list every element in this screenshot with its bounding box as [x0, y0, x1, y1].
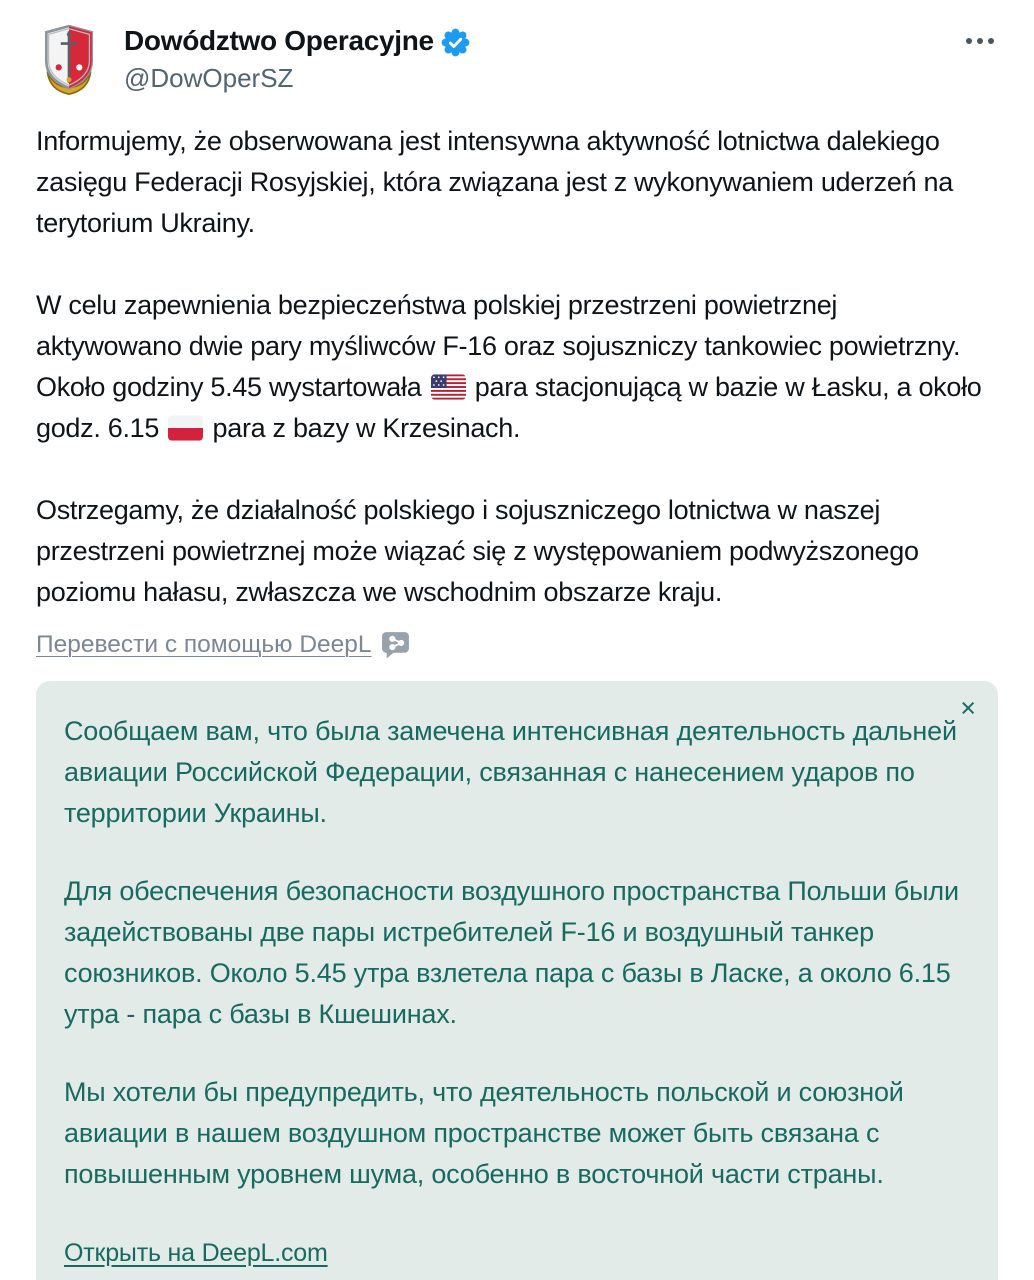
- tweet-paragraph-1-text: Informujemy, że obserwowana jest intensywna aktywność lotnictwa dalekiego zasięgu Federacji Rosyjskiej, która związana jest z wykonywaniem uderzeń na terytorium Ukrainy.: [36, 126, 953, 238]
- author-handle[interactable]: @DowOperSZ: [124, 63, 294, 93]
- avatar[interactable]: [36, 22, 102, 94]
- author-name[interactable]: Dowództwo Operacyjne: [124, 25, 434, 56]
- deepl-logo-icon: [381, 629, 412, 660]
- poland-flag-emoji: [168, 415, 203, 441]
- author-block: [124, 22, 470, 94]
- tweet-paragraph-3-text: Ostrzegamy, że działalność polskiego i sojuszniczego lotnictwa w naszej przestrzeni powietrznej może wiązać się z występowaniem podwyższonego poziomu hałasu, zwłaszcza we wschodnim obszarze kraju.: [36, 495, 919, 607]
- translation-paragraph-2: Для обеспечения безопасности воздушного пространства Польши были задействованы две пары истребителей F-16 и воздушный танкер союзников. Около 5.45 утра взлетела пара с базы в Ласке, а около 6.15 утра - пара с базы в Кшешинах.: [64, 876, 959, 1029]
- tweet-paragraph-2-text-b: para stacjonującą w bazie w Łasku, a około godz. 6.15: [36, 372, 982, 443]
- translate-attribution: [36, 629, 998, 660]
- military-crest-avatar: [36, 22, 102, 96]
- open-on-deepl-link[interactable]: Открыть на DeepL.com: [64, 1239, 328, 1267]
- more-horizontal-icon: [966, 38, 972, 44]
- more-button[interactable]: [956, 22, 998, 54]
- tweet-paragraph-2-text-a: W celu zapewnienia bezpieczeństwa polskiej przestrzeni powietrznej aktywowano dwie pary myśliwców F-16 oraz sojuszniczy tankowiec powietrzny. Około godziny 5.45 wystartowała: [36, 290, 961, 402]
- tweet-paragraph-2-text-c: para z bazy w Krzesinach.: [205, 413, 521, 443]
- us-flag-emoji: [431, 374, 466, 400]
- translation-box: [36, 681, 998, 1280]
- tweet-text: [36, 121, 988, 613]
- tweet-header: [36, 22, 998, 94]
- tweet-paragraph-2: [36, 285, 988, 449]
- translate-with-deepl-link[interactable]: Перевести с помощью DeepL: [36, 630, 372, 658]
- tweet-paragraph-1: [36, 121, 988, 244]
- verified-badge-icon: [441, 28, 470, 57]
- tweet-paragraph-3: [36, 490, 988, 613]
- translation-paragraph-3: Мы хотели бы предупредить, что деятельность польской и союзной авиации в нашем воздушном пространстве может быть связана с повышенным уровнем шума, особенно в восточной части страны.: [64, 1077, 904, 1189]
- more-horizontal-icon: [988, 38, 994, 44]
- translation-paragraph-1: Сообщаем вам, что была замечена интенсивная деятельность дальней авиации Российской Федерации, связанная с нанесением ударов по территории Украины.: [64, 716, 957, 828]
- close-icon[interactable]: ×: [952, 687, 984, 730]
- more-horizontal-icon: [977, 38, 983, 44]
